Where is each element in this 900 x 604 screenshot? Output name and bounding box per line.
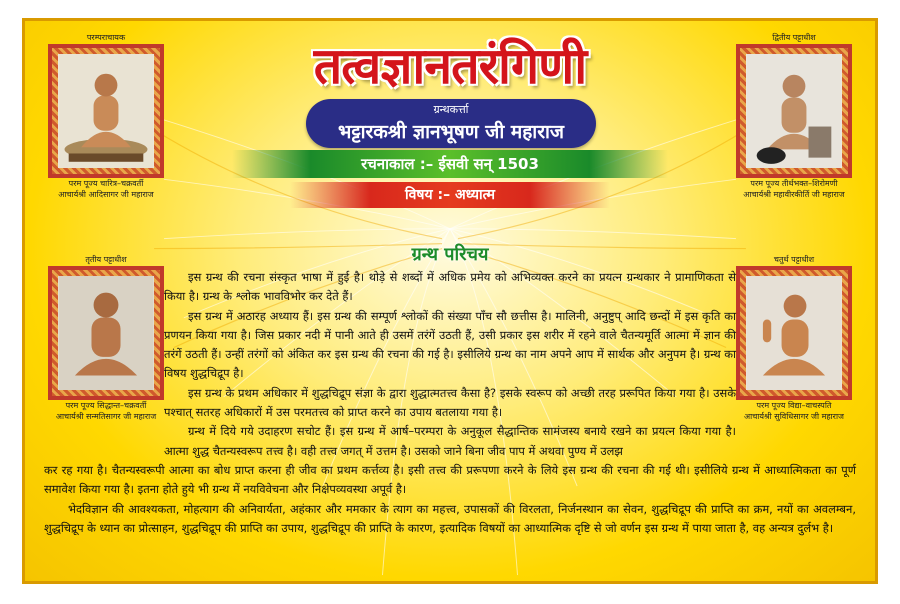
paragraph: इस ग्रन्थ में अठारह अध्याय हैं। इस ग्रन्थ की सम्पूर्ण श्लोकों की संख्या पाँच सौ छत्तीस है। मालिनी, अनुष्टुप् आदि छन्दों में इस कृति का प्रणयन किया गया है। जिस प्रकार नदी में पानी आते ही उसमें तरंगें उठती हैं, उसी प्रकार इस शरीर में रहने वाले चैतन्यमूर्ति आत्मा में ज्ञान की तरंगें उठती हैं। उन्हीं तरंगों को अंकित कर इस ग्रन्थ की रचना की गई है। इसीलिये ग्रन्थ का नाम अपने आप में सार्थक और अनुपम है। ग्रन्थ का विषय शुद्धचिद्रूप है। [164,308,736,381]
subject-band [290,182,610,208]
portrait-frame [736,44,852,178]
paragraph: भेदविज्ञान की आवश्यकता, मोहत्याग की अनिवार्यता, अहंकार और ममकार के त्याग का महत्त्व, उपासकों की विरलता, निर्जनस्थान का सेवन, शुद्धचिद्रूप की प्राप्ति का क्रम, नयों का अवलम्बन, शुद्धचिद्रूप के ध्यान का प्रोत्साहन, शुद्धचिद्रूप की प्राप्ति का उपाय, शुद्धचिद्रूप की प्राप्ति के कारण, इत्यादिक विषयों का आध्यात्मिक दृष्टि से जो वर्णन इस ग्रन्थ में पाया जाता है, वह अन्यत्र दुर्लभ है। [44,501,856,535]
book-title: तत्वज्ञानतरंगिणी [313,36,587,95]
portrait-bottom-right [732,254,856,422]
portrait-caption-2: आचार्यश्री सुविधिसागर जी महाराज [744,412,844,421]
portrait-caption-1: परम पूज्य सिद्धान्त–चक्रवर्ती [65,401,147,410]
monk-portrait-blessing-icon [746,276,842,390]
portrait-frame [48,44,164,178]
portrait-top-label: चतुर्थ पट्टाधीश [773,255,815,264]
section-title: ग्रन्थ परिचय [411,244,489,265]
portrait-top-left [44,32,168,200]
paragraph: इस ग्रन्थ के प्रथम अधिकार में शुद्धचिद्रूप संज्ञा के द्वारा शुद्धात्मतत्त्व कैसा है? इसके स्वरूप को अच्छी तरह प्ररूपित किया गया है। उसके पश्चात् सतरह अधिकारों में उस परमतत्त्व को प्राप्त करने का उपाय बतलाया गया है। [164,385,736,420]
subject-text: विषय :– अध्यात्म [405,187,495,203]
paragraph: कर रह गया है। चैतन्यस्वरूपी आत्मा का बोध प्राप्त करना ही जीव का प्रथम कर्त्तव्य है। इसी तत्त्व की प्ररूपणा करने के लिये इस ग्रन्थ की रचना की गई थी। इसीलिये ग्रन्थ में आध्यात्मिकता का पूर्ण समावेश किया गया है। इतना होते हुये भी ग्रन्थ में नयविवेचना और निक्षेपव्यवस्था अपूर्व है। [44,463,856,497]
portrait-top-label: तृतीय पट्टाधीश [85,255,127,264]
period-text: रचनाकाल :– ईसवी सन् 1503 [361,155,539,173]
monk-portrait-icon [58,276,154,390]
monk-portrait-icon [58,54,154,168]
period-band [232,150,668,178]
portrait-caption-2: आचार्यश्री महावीरकीर्ति जी महाराज [743,190,845,199]
author-banner [306,99,596,148]
portrait-top-right [732,32,856,200]
portrait-top-label: परम्पराचायक [86,33,126,42]
intro-text-block-wide [44,461,856,538]
portrait-bottom-left [44,254,168,422]
portrait-frame [736,266,852,400]
portrait-frame [48,266,164,400]
author-name: भट्टारकश्री ज्ञानभूषण जी महाराज [337,121,565,143]
portrait-caption-1: परम पूज्य चारित्र–चक्रवर्ती [68,179,144,188]
portrait-top-label: द्वितीय पट्टाधीश [772,33,816,42]
portrait-caption-1: परम पूज्य विद्या–वाचस्पति [756,401,832,410]
portrait-caption-1: परम पूज्य तीर्थभक्त–शिरोमणी [750,179,838,188]
author-caption: ग्रन्थकर्त्ता [433,103,469,116]
intro-text-block [164,268,736,461]
portrait-caption-2: आचार्यश्री सन्मतिसागर जी महाराज [55,412,157,421]
paragraph: ग्रन्थ में दिये गये उदाहरण सचोट हैं। इस ग्रन्थ में आर्ष–परम्परा के अनुकूल सैद्धान्तिक सामंजस्य बनाये रखने का प्रयत्न किया गया है। आत्मा शुद्ध चैतन्यस्वरूप तत्त्व है। वही तत्त्व जगत् में उत्तम है। उसको जाने बिना जीव पाप में अथवा पुण्य में उलझ [164,424,736,458]
portrait-caption-2: आचार्यश्री आदिसागर जी महाराज [58,190,154,199]
paragraph: इस ग्रन्थ की रचना संस्कृत भाषा में हुई है। थोड़े से शब्दों में अधिक प्रमेय को अभिव्यक्त करने का प्रयत्न ग्रन्थकार ने प्रामाणिकता से किया है। ग्रन्थ के श्लोक भावविभोर कर देते हैं। [164,270,736,304]
monk-portrait-icon [746,54,842,168]
